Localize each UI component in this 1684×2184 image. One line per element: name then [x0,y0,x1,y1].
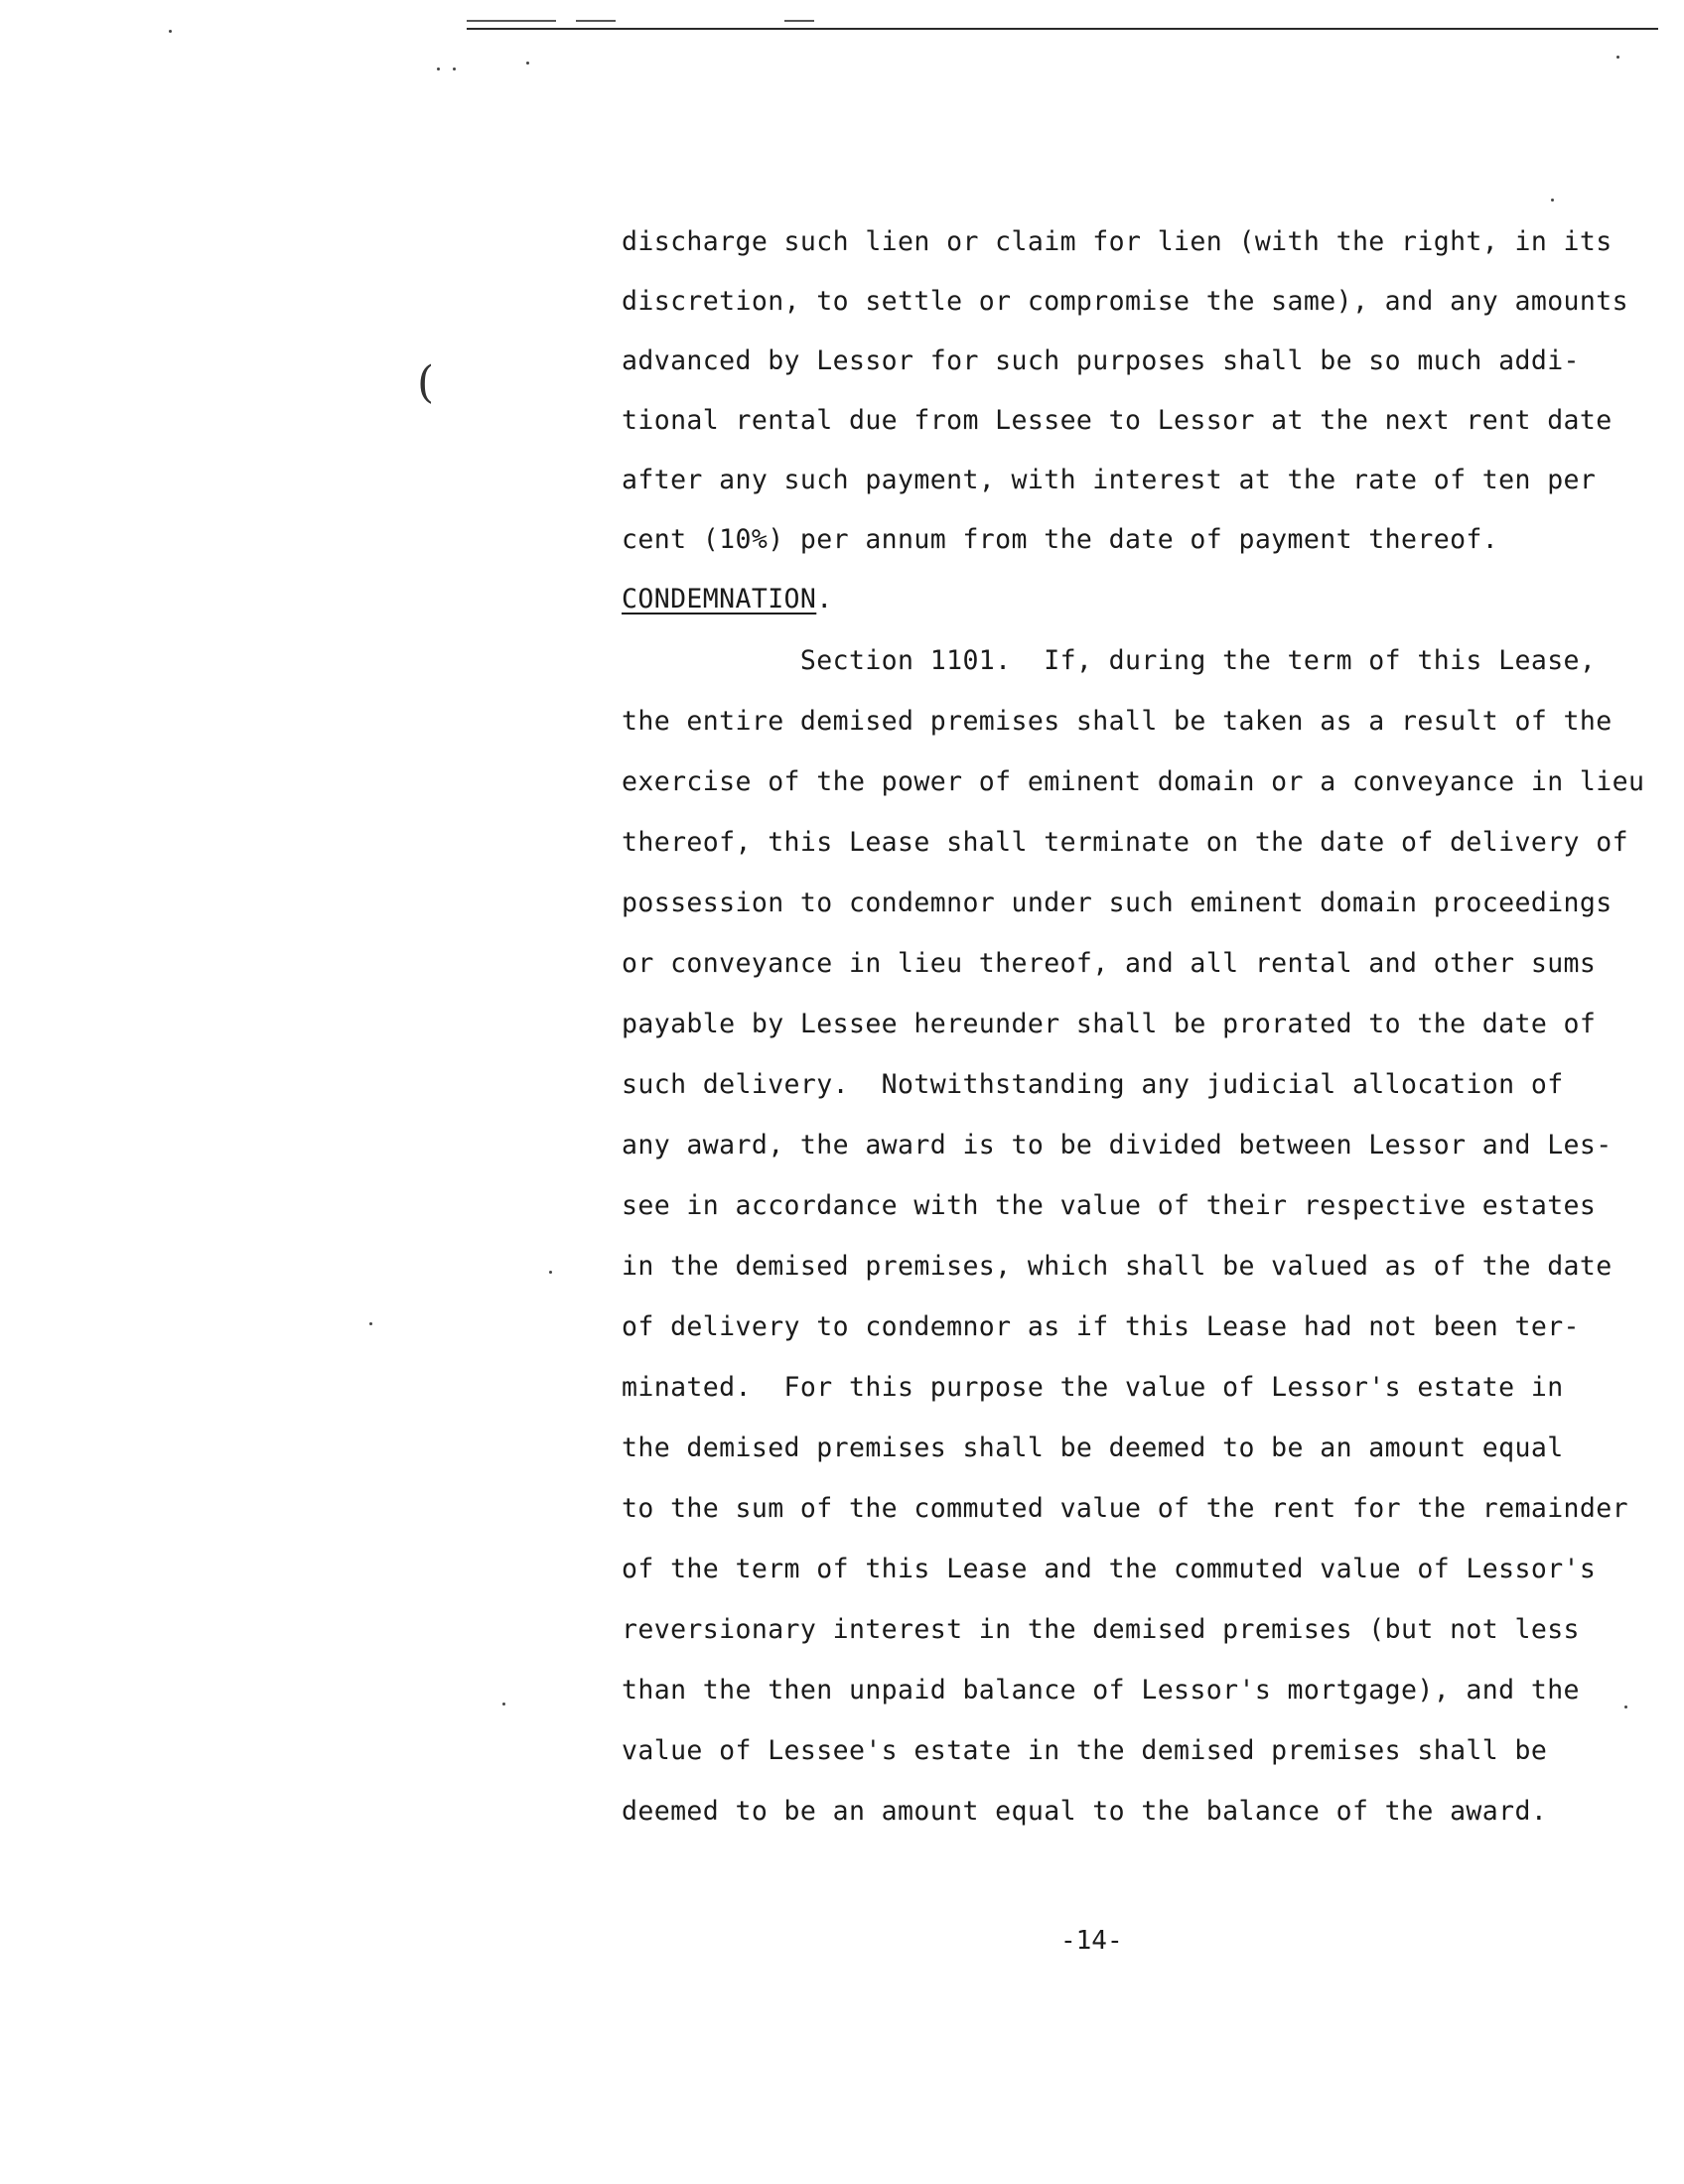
text-line: exercise of the power of eminent domain or a conveyance in lieu [622,766,1645,797]
margin-mark: ( [417,357,435,408]
text-line: payable by Lessee hereunder shall be prorated to the date of [622,1009,1597,1039]
scan-speck [453,68,456,70]
top-rule-dash [467,20,556,22]
scan-speck [1624,1706,1627,1708]
scan-speck [1616,56,1619,59]
text-line: cent (10%) per annum from the date of payment thereof. [622,524,1499,555]
text-line: any award, the award is to be divided between Lessor and Les- [622,1130,1613,1160]
text-line: see in accordance with the value of their respective estates [622,1190,1597,1221]
text-line: in the demised premises, which shall be valued as of the date [622,1251,1613,1282]
text-line: thereof, this Lease shall terminate on the date of delivery of [622,827,1628,858]
scan-speck [502,1703,505,1706]
scan-speck [369,1322,372,1325]
text-line: of delivery to condemnor as if this Lease had not been ter- [622,1311,1580,1342]
scan-speck [526,62,529,65]
top-rule-dash [784,20,814,22]
section-heading-suffix: . [816,584,833,614]
section-heading [622,584,833,615]
text-line: than the then unpaid balance of Lessor's mortgage), and the [622,1675,1580,1706]
text-line: value of Lessee's estate in the demised premises shall be [622,1735,1548,1766]
top-rule-line [467,28,1658,30]
scan-speck [549,1271,552,1274]
text-line: such delivery. Notwithstanding any judicial allocation of [622,1069,1564,1100]
text-line: Section 1101. If, during the term of this Lease, [622,645,1597,676]
text-line: to the sum of the commuted value of the rent for the remainder [622,1493,1628,1524]
scan-speck [169,30,172,33]
top-rule-dash [576,20,616,22]
text-line: discretion, to settle or compromise the same), and any amounts [622,286,1628,317]
text-line: the demised premises shall be deemed to be an amount equal [622,1433,1564,1463]
scan-speck [437,68,440,70]
text-line: after any such payment, with interest at the rate of ten per [622,465,1597,495]
text-line: discharge such lien or claim for lien (with the right, in its [622,226,1613,257]
scan-speck [1551,199,1554,202]
text-line: deemed to be an amount equal to the balance of the award. [622,1796,1548,1827]
text-line: possession to condemnor under such eminent domain proceedings [622,887,1613,918]
text-line: or conveyance in lieu thereof, and all rental and other sums [622,948,1597,979]
text-line: tional rental due from Lessee to Lessor at the next rent date [622,405,1613,436]
text-line: of the term of this Lease and the commuted value of Lessor's [622,1554,1597,1584]
text-line: reversionary interest in the demised premises (but not less [622,1614,1580,1645]
text-line: the entire demised premises shall be taken as a result of the [622,706,1613,737]
text-line: minated. For this purpose the value of Lessor's estate in [622,1372,1564,1403]
page-number: -14- [1060,1926,1123,1956]
text-line: advanced by Lessor for such purposes shall be so much addi- [622,345,1580,376]
section-heading-text: CONDEMNATION [622,584,817,614]
